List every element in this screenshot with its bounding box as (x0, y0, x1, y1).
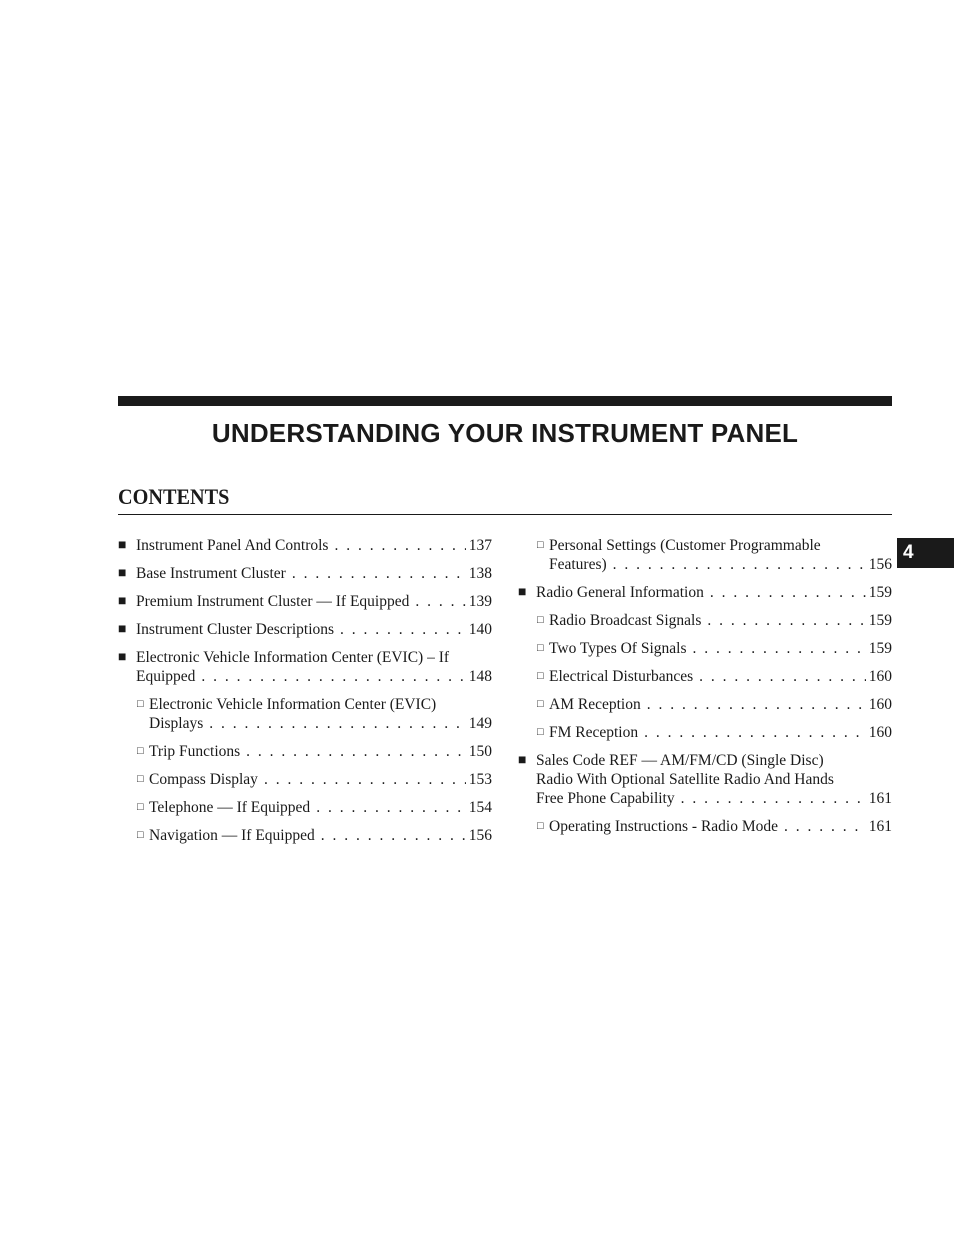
toc-page-number: 149 (468, 715, 492, 732)
toc-entry[interactable] (518, 751, 892, 808)
dot-leader (292, 564, 466, 583)
dot-leader (321, 826, 466, 845)
toc-entry-title: Instrument Cluster Descriptions (136, 621, 335, 638)
toc-entry-title: Navigation — If Equipped (149, 827, 315, 844)
toc-entry[interactable] (518, 611, 892, 630)
chapter-title: UNDERSTANDING YOUR INSTRUMENT PANEL (211, 418, 799, 448)
toc-entry[interactable] (518, 583, 892, 602)
toc-entry-title: Compass Display (149, 771, 258, 788)
toc-page-number: 140 (468, 621, 492, 638)
toc-entry-title: AM Reception (549, 696, 641, 713)
toc-page-number: 153 (468, 771, 492, 788)
toc-entry-title: Radio Broadcast Signals (549, 612, 702, 629)
toc-entry-title: Features) (549, 556, 607, 573)
hollow-square-bullet-icon: □ (137, 773, 144, 785)
toc-entry[interactable] (118, 695, 492, 733)
toc-entry[interactable] (118, 592, 492, 611)
toc-entry-title: Free Phone Capability (536, 790, 675, 807)
hollow-square-bullet-icon: □ (537, 539, 544, 551)
toc-page-number: 150 (468, 743, 492, 760)
filled-square-bullet-icon: ■ (518, 585, 527, 600)
toc-right-column (518, 536, 892, 845)
hollow-square-bullet-icon: □ (137, 745, 144, 757)
toc-entry-title: Base Instrument Cluster (136, 565, 286, 582)
dot-leader (316, 798, 466, 817)
toc-entry-title: Operating Instructions - Radio Mode (549, 818, 779, 835)
dot-leader (707, 611, 865, 630)
toc-entry[interactable] (518, 536, 892, 574)
toc-entry[interactable] (518, 667, 892, 686)
toc-entry[interactable] (118, 648, 492, 686)
hollow-square-bullet-icon: □ (537, 726, 544, 738)
toc-entry[interactable] (518, 723, 892, 742)
hollow-square-bullet-icon: □ (537, 614, 544, 626)
dot-leader (681, 789, 866, 808)
contents-heading: CONTENTS (118, 484, 230, 509)
dot-leader (692, 639, 865, 658)
hollow-square-bullet-icon: □ (537, 642, 544, 654)
hollow-square-bullet-icon: □ (137, 829, 144, 841)
chapter-tab: 4 (897, 538, 954, 568)
toc-entry[interactable] (118, 742, 492, 761)
top-rule (118, 396, 892, 406)
dot-leader (340, 620, 466, 639)
toc-entry[interactable] (518, 817, 892, 836)
filled-square-bullet-icon: ■ (118, 594, 127, 609)
toc-entry-title: Radio With Optional Satellite Radio And Hands (536, 771, 834, 788)
contents-rule (118, 514, 892, 515)
toc-entry-title: Equipped (136, 668, 196, 685)
toc-entry-title: Electronic Vehicle Information Center (EVIC) (149, 696, 437, 713)
toc-entry-title: Displays (149, 715, 204, 732)
toc-page-number: 159 (868, 640, 892, 657)
toc-page-number: 137 (468, 537, 492, 554)
dot-leader (710, 583, 866, 602)
toc-entry[interactable] (118, 826, 492, 845)
dot-leader (209, 714, 466, 733)
toc-page-number: 156 (468, 827, 492, 844)
toc-entry-title: Instrument Panel And Controls (136, 537, 329, 554)
dot-leader (264, 770, 466, 789)
dot-leader (784, 817, 866, 836)
toc-entry[interactable] (518, 695, 892, 714)
toc-entry[interactable] (518, 639, 892, 658)
hollow-square-bullet-icon: □ (537, 820, 544, 832)
toc-page-number: 156 (868, 556, 892, 573)
hollow-square-bullet-icon: □ (137, 801, 144, 813)
dot-leader (699, 667, 866, 686)
toc-entry-title: Electrical Disturbances (549, 668, 694, 685)
toc-entry[interactable] (118, 798, 492, 817)
dot-leader (246, 742, 466, 761)
dot-leader (647, 695, 866, 714)
filled-square-bullet-icon: ■ (518, 753, 527, 768)
filled-square-bullet-icon: ■ (118, 622, 127, 637)
dot-leader (334, 536, 465, 555)
toc-entry-title: Two Types Of Signals (549, 640, 687, 657)
toc-page-number: 159 (868, 584, 892, 601)
toc-page-number: 161 (868, 818, 892, 835)
toc-entry[interactable] (118, 770, 492, 789)
toc-page-number: 138 (468, 565, 492, 582)
toc-entry-title: Personal Settings (Customer Programmable (549, 537, 821, 554)
toc-page-number: 160 (868, 724, 892, 741)
toc-entry[interactable] (118, 620, 492, 639)
filled-square-bullet-icon: ■ (118, 566, 127, 581)
toc-entry-title: Telephone — If Equipped (149, 799, 311, 816)
filled-square-bullet-icon: ■ (118, 650, 127, 665)
dot-leader (201, 667, 465, 686)
toc-page-number: 160 (868, 696, 892, 713)
toc-page-number: 160 (868, 668, 892, 685)
toc-entry-title: Trip Functions (149, 743, 241, 760)
toc-page-number: 139 (468, 593, 492, 610)
hollow-square-bullet-icon: □ (537, 698, 544, 710)
toc-entry-title: Electronic Vehicle Information Center (EVIC) – If (136, 649, 450, 666)
toc-page-number: 148 (468, 668, 492, 685)
hollow-square-bullet-icon: □ (137, 698, 144, 710)
toc-entry-title: Radio General Information (536, 584, 704, 601)
toc-page-number: 154 (468, 799, 492, 816)
dot-leader (415, 592, 465, 611)
toc-page-number: 159 (868, 612, 892, 629)
toc-entry[interactable] (118, 564, 492, 583)
toc-entry-title: Sales Code REF — AM/FM/CD (Single Disc) (536, 752, 824, 769)
toc-page-number: 161 (868, 790, 892, 807)
hollow-square-bullet-icon: □ (537, 670, 544, 682)
toc-entry-title: Premium Instrument Cluster — If Equipped (136, 593, 410, 610)
dot-leader (644, 723, 866, 742)
toc-left-column (118, 536, 492, 854)
dot-leader (613, 555, 866, 574)
filled-square-bullet-icon: ■ (118, 538, 127, 553)
toc-entry[interactable] (118, 536, 492, 555)
toc-entry-title: FM Reception (549, 724, 639, 741)
